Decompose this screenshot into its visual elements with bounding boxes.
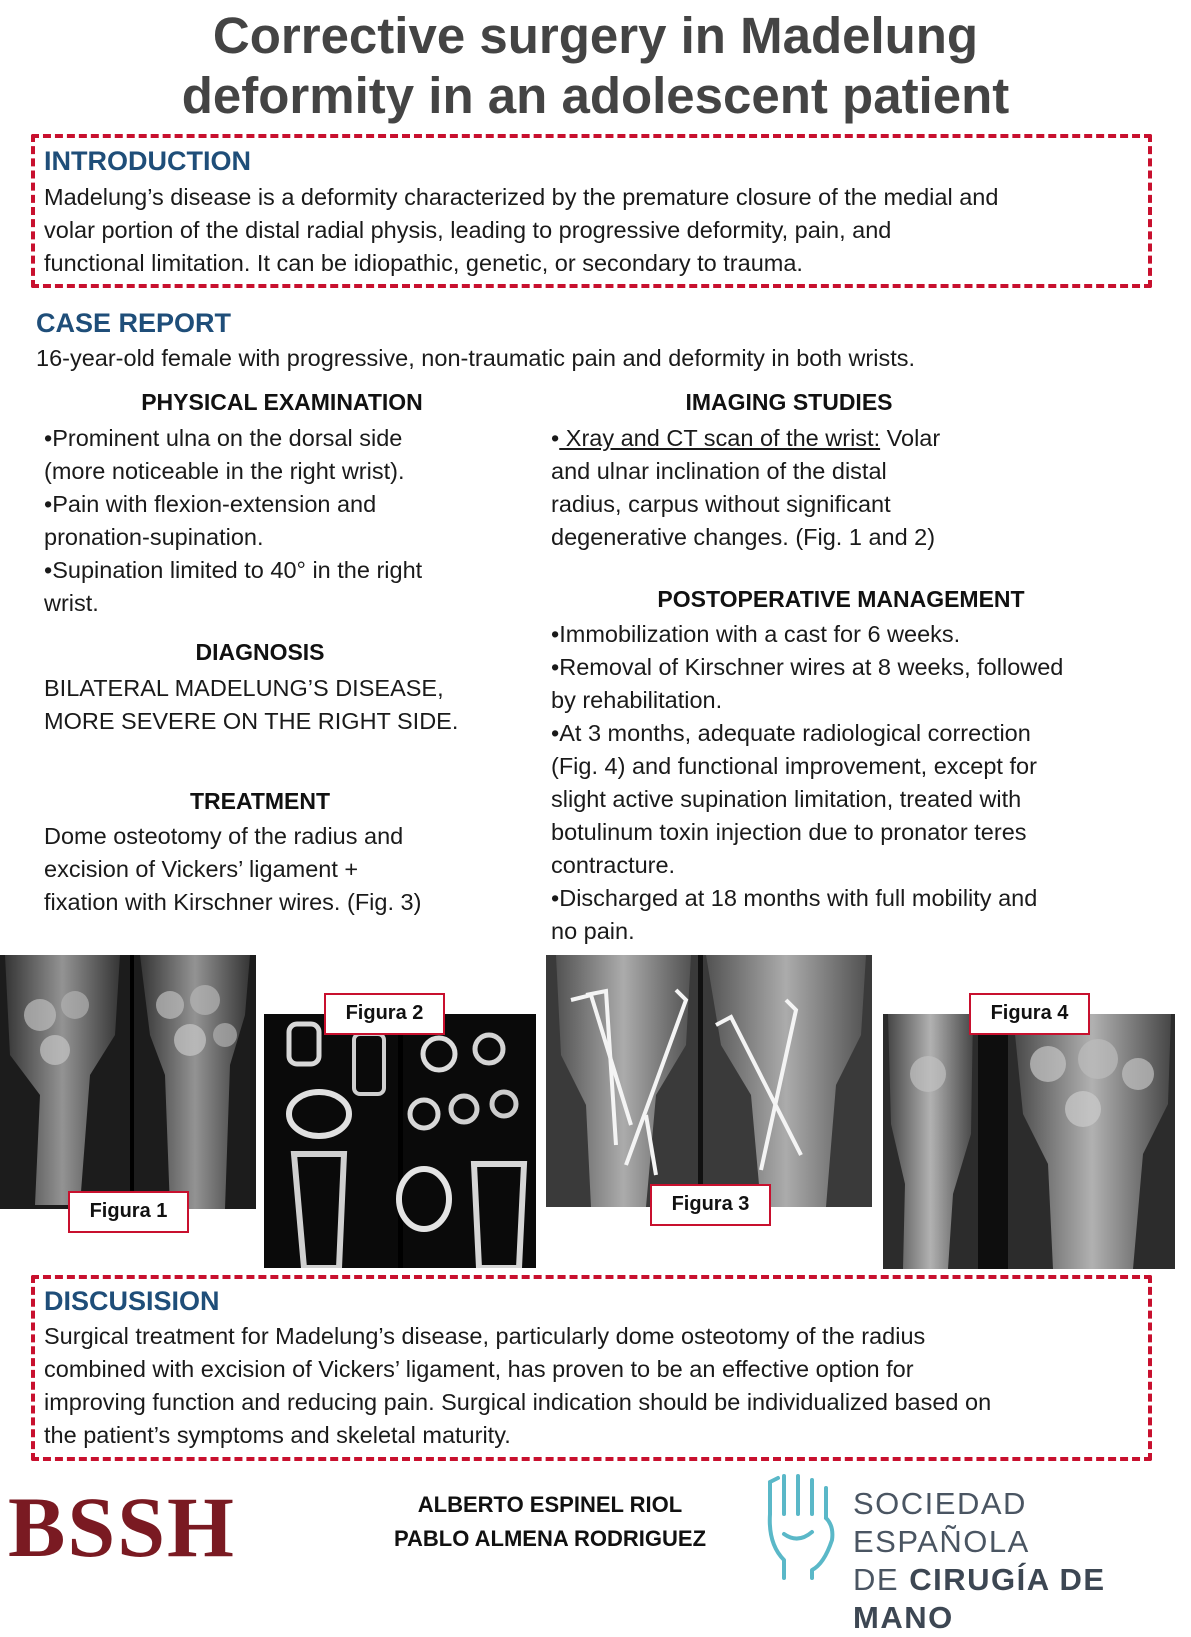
img-underlined: Xray and CT scan of the wrist: [559,425,881,451]
authors [370,1488,730,1556]
figure-1-xray [0,955,256,1209]
dx-line-1: BILATERAL MADELUNG’S DISEASE, [44,675,444,701]
diagnosis-text [44,672,524,738]
secm-hand-icon [762,1474,842,1580]
imaging-text [551,422,1151,554]
po-line-1: •Immobilization with a cast for 6 weeks. [551,621,961,647]
introduction-text [44,181,1144,280]
tx-line-2: excision of Vickers’ ligament + [44,856,359,882]
title-line-1: Corrective surgery in Madelung [212,7,979,64]
po-line-7: botulinum toxin injection due to pronator teres [551,819,1027,845]
dx-line-2: MORE SEVERE ON THE RIGHT SIDE. [44,708,459,734]
poster-title [0,6,1191,126]
author-2: PABLO ALMENA RODRIGUEZ [393,1526,707,1551]
img-line-2: and ulnar inclination of the distal [551,458,887,484]
society-line-1: SOCIEDAD ESPAÑOLA [853,1486,1030,1559]
treatment-text [44,820,524,919]
case-report-heading: CASE REPORT [36,308,232,338]
po-line-4: •At 3 months, adequate radiological correction [551,720,1031,746]
intro-line-2: volar portion of the distal radial physis, leading to progressive deformity, pain, and [44,217,892,243]
po-line-5: (Fig. 4) and functional improvement, except for [551,753,1037,779]
physical-exam-text [44,422,524,620]
disc-line-3: improving function and reducing pain. Surgical indication should be individualized based on [44,1389,992,1415]
imaging-heading: IMAGING STUDIES [685,389,893,415]
figure-1-label: Figura 1 [68,1191,189,1233]
introduction-heading: INTRODUCTION [44,146,251,176]
pe-line-2: (more noticeable in the right wrist). [44,458,405,484]
figure-4-label: Figura 4 [969,993,1090,1035]
disc-line-4: the patient’s symptoms and skeletal maturity. [44,1422,511,1448]
society-name [853,1485,1183,1637]
pe-line-1: •Prominent ulna on the dorsal side [44,425,403,451]
pe-line-6: wrist. [44,590,99,616]
tx-line-3: fixation with Kirschner wires. (Fig. 3) [44,889,422,915]
figure-4-xray [883,1014,1175,1269]
po-line-6: slight active supination limitation, treated with [551,786,1022,812]
img-line-4: degenerative changes. (Fig. 1 and 2) [551,524,936,550]
case-report-text: 16-year-old female with progressive, non-traumatic pain and deformity in both wrists. [36,345,916,371]
postop-text [551,618,1161,948]
diagnosis-heading: DIAGNOSIS [195,639,325,665]
po-line-3: by rehabilitation. [551,687,723,713]
figure-3-label: Figura 3 [650,1184,771,1226]
figure-1-xray-image [0,955,256,1209]
pe-line-5: •Supination limited to 40° in the right [44,557,423,583]
disc-line-1: Surgical treatment for Madelung’s disease, particularly dome osteotomy of the radius [44,1323,926,1349]
po-line-2: •Removal of Kirschner wires at 8 weeks, followed [551,654,1064,680]
img-line-1 [551,422,1151,455]
img-bullet: • [551,425,560,451]
discussion-heading: DISCUSISION [44,1286,220,1316]
tx-line-1: Dome osteotomy of the radius and [44,823,404,849]
discussion-text [44,1320,1144,1452]
figure-2-ct-image [264,1014,536,1268]
figure-3-xray-image [546,955,872,1207]
society-line-2-bold: CIRUGÍA DE MANO [853,1562,1106,1635]
intro-line-3: functional limitation. It can be idiopathic, genetic, or secondary to trauma. [44,250,803,276]
postop-heading: POSTOPERATIVE MANAGEMENT [657,586,1025,612]
title-line-2: deformity in an adolescent patient [181,67,1010,124]
treatment-heading: TREATMENT [189,788,331,814]
intro-line-1: Madelung’s disease is a deformity characterized by the premature closure of the medial and [44,184,999,210]
po-line-8: contracture. [551,852,676,878]
society-line-2-prefix: DE [853,1562,910,1597]
physical-exam-heading: PHYSICAL EXAMINATION [141,389,423,415]
author-1: ALBERTO ESPINEL RIOL [417,1492,683,1517]
po-line-9: •Discharged at 18 months with full mobility and [551,885,1038,911]
disc-line-2: combined with excision of Vickers’ ligament, has proven to be an effective option for [44,1356,914,1382]
figure-4-xray-image [883,1014,1175,1269]
society-line-2 [853,1561,1183,1637]
bssh-logo: BSSH [8,1479,236,1575]
img-line-3: radius, carpus without significant [551,491,891,517]
figure-2-label: Figura 2 [324,993,445,1035]
pe-line-3: •Pain with flexion-extension and [44,491,377,517]
figure-2-ct [264,1014,536,1268]
figure-3-xray [546,955,872,1207]
img-rest: Volar [880,425,941,451]
po-line-10: no pain. [551,918,635,944]
pe-line-4: pronation-supination. [44,524,264,550]
